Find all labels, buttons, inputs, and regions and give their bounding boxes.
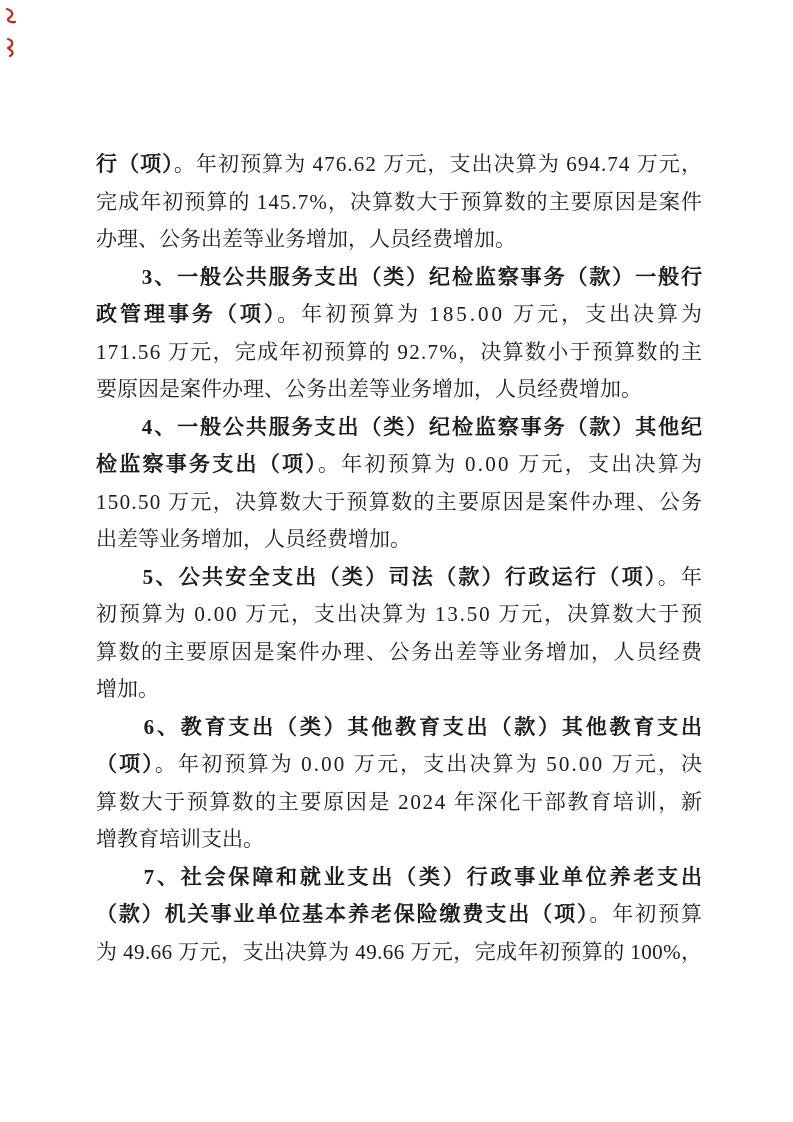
- body-text: 办理、公务出差等业务增加，人员经费增加。: [96, 227, 516, 251]
- text-line: [96, 671, 702, 709]
- heading-text: （款）机关事业单位基本养老保险缴费支出（项）: [96, 902, 590, 926]
- text-line-content: [96, 302, 705, 326]
- text-line: [96, 409, 702, 447]
- text-line: [96, 334, 702, 372]
- text-line-content: [96, 902, 704, 926]
- heading-text: 政管理事务（项）: [96, 302, 278, 326]
- text-line-content: [96, 565, 704, 589]
- heading-text: （项）: [96, 752, 155, 776]
- text-line-content: [96, 752, 704, 776]
- heading-text: 行（项）: [96, 152, 174, 176]
- text-line: [96, 559, 705, 597]
- text-line: [96, 371, 702, 409]
- paragraph-6: [96, 859, 705, 972]
- body-text: 算数大于预算数的主要原因是 2024 年深化干部教育培训，新: [96, 789, 704, 814]
- text-line-content: [96, 602, 704, 626]
- heading-text: 7、社会保障和就业支出（类）行政事业单位养老支出: [96, 864, 705, 889]
- body-text: 增教育培训支出。: [96, 827, 264, 851]
- text-line-content: [96, 790, 704, 814]
- text-line: [96, 596, 702, 634]
- paragraph-4: [96, 559, 705, 709]
- body-text: 完成年初预算的 145.7%，决算数大于预算数的主要原因是案件: [96, 189, 704, 214]
- body-text: 。年初预算为 0.00 万元，支出决算为: [318, 452, 705, 476]
- text-line: [96, 859, 705, 897]
- text-line: [96, 221, 702, 259]
- body-text: 。年初预算为 476.62 万元，支出决算为 694.74 万元，: [173, 152, 704, 176]
- text-line-content: [96, 677, 159, 701]
- text-line-content: [96, 715, 705, 739]
- text-line: [96, 709, 705, 747]
- heading-text: 检监察事务支出（项）: [96, 452, 318, 476]
- paragraph-3: [96, 409, 705, 559]
- red-pen-marks: [0, 0, 30, 70]
- body-text: 要原因是案件办理、公务出差等业务增加，人员经费增加。: [96, 377, 642, 401]
- text-line: [96, 821, 702, 859]
- body-text: 171.56 万元，完成年初预算的 92.7%，决算数小于预算数的主: [96, 339, 704, 364]
- text-line-content: [96, 227, 516, 251]
- text-line: [96, 896, 702, 934]
- body-text: 初预算为 0.00 万元，支出决算为 13.50 万元，决算数大于预: [96, 602, 704, 626]
- paragraph-1: [96, 146, 702, 259]
- text-line: [96, 484, 702, 522]
- text-line-content: [96, 452, 704, 476]
- text-line-content: [96, 827, 264, 851]
- body-text: 。年初预算为 185.00 万元，支出决算为: [277, 302, 705, 326]
- text-line: [96, 146, 702, 184]
- text-line: [96, 746, 705, 784]
- heading-text: 5、公共安全支出（类）司法（款）行政运行（项）: [96, 564, 658, 589]
- text-line: [96, 521, 702, 559]
- text-line-content: [96, 865, 705, 889]
- body-text: 为 49.66 万元，支出决算为 49.66 万元，完成年初预算的 100%，: [96, 939, 703, 964]
- text-line-content: [96, 640, 704, 664]
- pen-mark-icon: [8, 39, 13, 56]
- heading-text: 4、一般公共服务支出（类）纪检监察事务（款）其他纪: [96, 414, 704, 439]
- body-text: 。年初预算: [589, 902, 704, 926]
- text-line-content: [96, 190, 703, 214]
- heading-text: 6、教育支出（类）其他教育支出（款）其他教育支出: [96, 714, 705, 739]
- body-text: 出差等业务增加，人员经费增加。: [96, 527, 411, 551]
- body-text: 算数的主要原因是案件办理、公务出差等业务增加，人员经费: [96, 639, 704, 664]
- pen-mark-icon: [7, 9, 15, 22]
- text-line: [96, 934, 702, 972]
- text-line: [96, 296, 705, 334]
- text-line: [96, 634, 702, 672]
- paragraph-5: [96, 709, 705, 859]
- text-line: [96, 446, 705, 484]
- body-text: 150.50 万元，决算数大于预算数的主要原因是案件办理、公务: [96, 489, 704, 514]
- text-line-content: [96, 265, 704, 289]
- heading-text: 3、一般公共服务支出（类）纪检监察事务（款）一般行: [96, 264, 704, 289]
- text-line-content: [96, 340, 703, 364]
- document-body: [96, 146, 705, 971]
- body-text: 。年初预算为 0.00 万元，支出决算为 50.00 万元，决: [154, 752, 705, 776]
- text-line-content: [96, 527, 411, 551]
- text-line-content: [96, 415, 704, 439]
- text-line-content: [96, 377, 642, 401]
- text-line: [96, 259, 702, 297]
- text-line-content: [96, 152, 703, 176]
- text-line-content: [96, 940, 702, 964]
- text-line: [96, 784, 702, 822]
- body-text: 增加。: [96, 677, 159, 701]
- text-line: [96, 184, 702, 222]
- paragraph-2: [96, 259, 705, 409]
- text-line-content: [96, 490, 703, 514]
- body-text: 。年: [657, 564, 705, 589]
- pen-mark-group: [7, 9, 15, 56]
